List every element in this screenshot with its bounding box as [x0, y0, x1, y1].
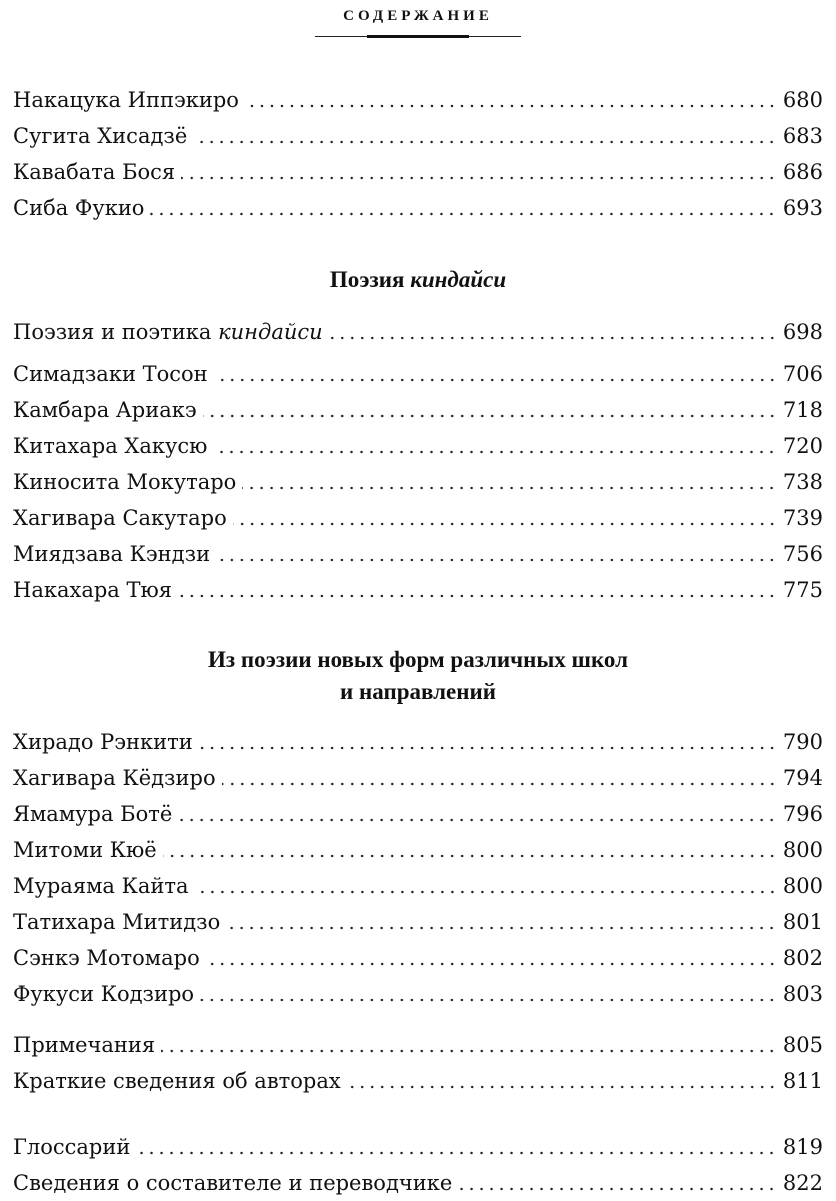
- toc-entry-title: Кавабата Бося: [13, 160, 176, 184]
- toc-entry-title: [13, 314, 323, 350]
- toc-entry-page: 738: [782, 470, 823, 494]
- toc-entry-page: 805: [782, 1033, 823, 1057]
- toc-entry-authors[interactable]: [13, 1063, 823, 1099]
- toc-entry-page: 794: [782, 766, 823, 790]
- spacer: [13, 708, 823, 724]
- dot-leader: [150, 212, 776, 216]
- toc-entry-page: 683: [782, 124, 823, 148]
- toc-entry-compiler[interactable]: [13, 1165, 823, 1201]
- toc-entry[interactable]: [13, 154, 823, 190]
- toc-entry-glossary[interactable]: [13, 1129, 823, 1165]
- toc-entry-title: Хагивара Сакутаро: [13, 506, 227, 530]
- toc-entry-title: Накахара Тюя: [13, 578, 173, 602]
- toc-entry-title: Симадзаки Тосон: [13, 362, 208, 386]
- toc-entry[interactable]: [13, 940, 823, 976]
- toc-entry-page: 811: [782, 1069, 823, 1093]
- toc-entry-title: Сэнкэ Мотомаро: [13, 946, 200, 970]
- spacer: [13, 226, 823, 264]
- toc-entry[interactable]: [13, 190, 823, 226]
- toc-entry-page: 800: [782, 874, 823, 898]
- dot-leader: [347, 1085, 777, 1089]
- spacer: [13, 608, 823, 644]
- dot-leader: [206, 962, 777, 966]
- toc-entry-title: Фукуси Кодзиро: [13, 982, 195, 1006]
- toc-entry[interactable]: [13, 832, 823, 868]
- toc-entry-title: Хагивара Кёдзиро: [13, 766, 216, 790]
- toc-entry-page: 802: [782, 946, 823, 970]
- dot-leader: [222, 782, 777, 786]
- dot-leader: [203, 414, 777, 418]
- toc-entry-page: 796: [782, 802, 823, 826]
- toc-entry-page: 822: [782, 1171, 823, 1195]
- toc-entry[interactable]: [13, 118, 823, 154]
- toc-entry-title: Накацука Иппэкиро: [13, 88, 239, 112]
- dot-leader: [200, 998, 777, 1002]
- header-rule-accent: [367, 35, 469, 38]
- dot-leader: [199, 746, 777, 750]
- table-of-contents: [13, 82, 823, 1201]
- toc-entry[interactable]: [13, 572, 823, 608]
- toc-entry[interactable]: [13, 356, 823, 392]
- toc-entry[interactable]: [13, 724, 823, 760]
- toc-entry[interactable]: [13, 796, 823, 832]
- toc-entry-page: 803: [782, 982, 823, 1006]
- toc-entry-page: 706: [782, 362, 823, 386]
- toc-entry-page: 739: [782, 506, 823, 530]
- dot-leader: [178, 594, 777, 598]
- toc-entry-page: 720: [782, 434, 823, 458]
- toc-entry-page: 693: [782, 196, 823, 220]
- toc-entry-title-text: Поэзия и поэтика: [13, 320, 219, 344]
- toc-entry-page: 680: [782, 88, 823, 112]
- section-heading-italic: киндайси: [410, 267, 507, 292]
- dot-leader: [216, 558, 777, 562]
- section-heading-line: и направлений: [340, 679, 496, 704]
- toc-entry-title: Ямамура Ботё: [13, 802, 173, 826]
- toc-entry-title: Сугита Хисадзё: [13, 124, 188, 148]
- toc-entry-intro[interactable]: [13, 314, 823, 350]
- toc-entry-page: 819: [782, 1135, 823, 1159]
- toc-entry[interactable]: [13, 82, 823, 118]
- dot-leader: [136, 1151, 777, 1155]
- toc-entry-title: Татихара Митидзо: [13, 910, 221, 934]
- toc-entry-title: Камбара Ариакэ: [13, 398, 197, 422]
- toc-entry-notes[interactable]: [13, 1027, 823, 1063]
- toc-entry-title: Краткие сведения об авторах: [13, 1069, 341, 1093]
- page-title: СОДЕРЖАНИЕ: [343, 8, 493, 24]
- toc-entry-title: Сиба Фукио: [13, 196, 145, 220]
- dot-leader: [329, 336, 777, 340]
- dot-leader: [242, 486, 777, 490]
- dot-leader: [214, 378, 777, 382]
- section-heading-text: Поэзия: [329, 267, 411, 292]
- dot-leader: [181, 176, 777, 180]
- toc-entry-title: Китахара Хакусю: [13, 434, 208, 458]
- toc-entry[interactable]: [13, 500, 823, 536]
- toc-entry-page: 686: [782, 160, 823, 184]
- toc-entry-page: 775: [782, 578, 823, 602]
- toc-entry-title: Киносита Мокутаро: [13, 470, 237, 494]
- toc-entry-title-italic: киндайси: [218, 320, 323, 344]
- toc-entry-title: Глоссарий: [13, 1135, 131, 1159]
- dot-leader: [178, 818, 777, 822]
- page-header: [0, 8, 836, 37]
- toc-entry-page: 801: [782, 910, 823, 934]
- toc-entry[interactable]: [13, 904, 823, 940]
- toc-entry[interactable]: [13, 464, 823, 500]
- spacer: [13, 296, 823, 314]
- toc-entry-title: Митоми Кюё: [13, 838, 157, 862]
- dot-leader: [233, 522, 777, 526]
- toc-entry[interactable]: [13, 428, 823, 464]
- toc-entry-page: 790: [782, 730, 823, 754]
- section-heading-line: Из поэзии новых форм различных школ: [207, 647, 629, 672]
- toc-entry-title: Сведения о составителе и переводчике: [13, 1171, 453, 1195]
- dot-leader: [161, 1049, 777, 1053]
- spacer: [13, 1099, 823, 1129]
- dot-leader: [226, 926, 777, 930]
- spacer: [13, 1012, 823, 1027]
- toc-entry[interactable]: [13, 536, 823, 572]
- dot-leader: [163, 854, 777, 858]
- dot-leader: [213, 450, 777, 454]
- toc-entry-title: Хирадо Рэнкити: [13, 730, 193, 754]
- section-heading-new-forms: [13, 644, 823, 708]
- toc-entry-title: Примечания: [13, 1033, 156, 1057]
- dot-leader: [193, 140, 777, 144]
- toc-entry-page: 800: [782, 838, 823, 862]
- toc-entry-title: Мураяма Кайта: [13, 874, 189, 898]
- toc-entry-title: Миядзава Кэндзи: [13, 542, 211, 566]
- section-heading-kindaishi: [13, 264, 823, 296]
- toc-entry[interactable]: [13, 392, 823, 428]
- header-rule: [315, 36, 521, 37]
- toc-entry[interactable]: [13, 976, 823, 1012]
- dot-leader: [245, 104, 777, 108]
- toc-entry[interactable]: [13, 868, 823, 904]
- toc-entry-page: 698: [782, 320, 823, 344]
- toc-entry-page: 718: [782, 398, 823, 422]
- toc-entry-page: 756: [782, 542, 823, 566]
- toc-entry[interactable]: [13, 760, 823, 796]
- dot-leader: [195, 890, 777, 894]
